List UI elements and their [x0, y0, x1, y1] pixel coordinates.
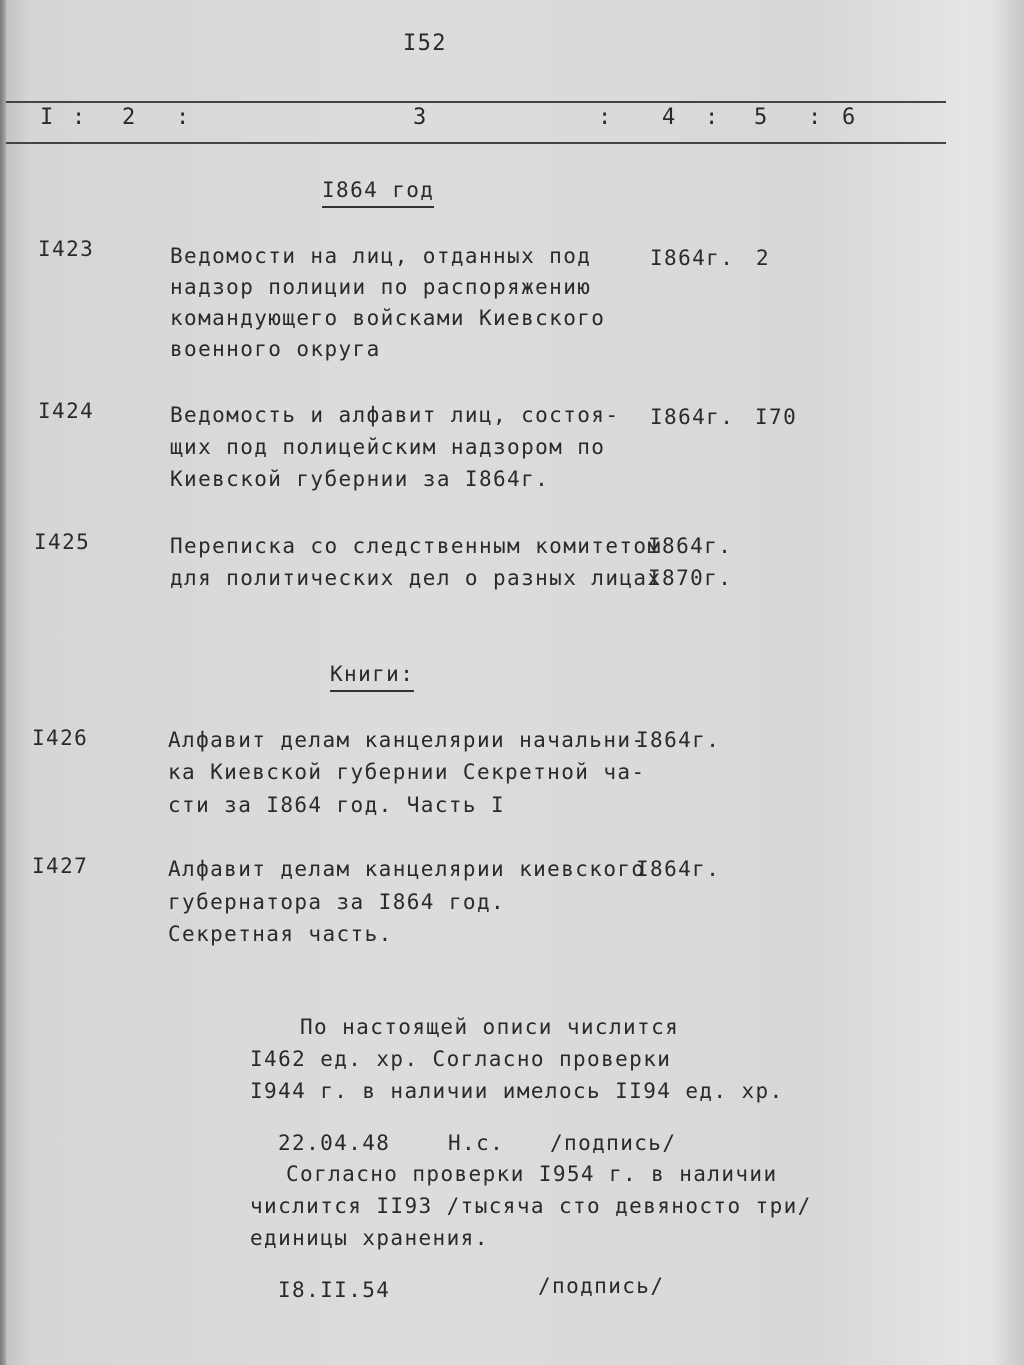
column-header-1: I: [40, 105, 55, 130]
entry-title-line: для политических дел о разных лицах: [170, 566, 662, 590]
verification-note-line: Согласно проверки I954 г. в наличии: [286, 1162, 778, 1186]
entry-date: I864г.: [650, 246, 735, 270]
verification-note-line: числится II93 /тысяча сто девяносто три/: [250, 1194, 812, 1218]
note-initials: Н.с.: [448, 1131, 505, 1155]
page-left-edge: [0, 0, 6, 1365]
entry-date: I864г.: [650, 405, 735, 429]
column-header-5: 5: [754, 105, 769, 130]
column-header-4: 4: [662, 105, 677, 130]
entry-title-line: военного округа: [170, 337, 381, 361]
inventory-note-line: I462 ед. хр. Согласно проверки: [250, 1047, 672, 1071]
entry-date: I864г.: [636, 857, 721, 881]
entry-title-line: Алфавит делам канцелярии киевского: [168, 857, 646, 881]
column-separator: :: [808, 105, 823, 130]
signature-mark: /подпись/: [538, 1274, 665, 1298]
entry-title-line: Ведомость и алфавит лиц, состоя-: [170, 403, 620, 427]
table-header-bottom-rule: [6, 142, 946, 144]
column-header-6: 6: [842, 105, 857, 130]
entry-title-line: Алфавит делам канцелярии начальни-: [168, 728, 646, 752]
entry-title-line: сти за I864 год. Часть I: [168, 793, 506, 817]
entry-title-line: Секретная часть.: [168, 922, 393, 946]
section-year-heading: I864 год: [322, 174, 434, 208]
section-books-heading: Книги:: [330, 658, 414, 692]
column-header-3: 3: [413, 105, 428, 130]
table-header-top-rule: [6, 101, 946, 103]
verification-note-line: единицы хранения.: [250, 1226, 489, 1250]
page-right-shadow: [944, 0, 1024, 1365]
page-number: I52: [403, 31, 447, 56]
entry-title-line: губернатора за I864 год.: [168, 890, 506, 914]
entry-sheets: I70: [755, 405, 798, 429]
entry-title-line: щих под полицейским надзором по: [170, 435, 606, 459]
entry-title-line: ка Киевской губернии Секретной ча-: [168, 760, 646, 784]
column-separator: :: [598, 105, 613, 130]
entry-number: I423: [38, 237, 95, 261]
note-date: I8.II.54: [278, 1278, 391, 1302]
entry-sheets: 2: [756, 246, 771, 270]
column-separator: :: [72, 105, 87, 130]
entry-title-line: Ведомости на лиц, отданных под: [170, 244, 592, 268]
inventory-note-line: I944 г. в наличии имелось II94 ед. хр.: [250, 1079, 784, 1103]
signature-mark: /подпись/: [550, 1131, 677, 1155]
note-date: 22.04.48: [278, 1131, 391, 1155]
entry-number: I426: [32, 726, 89, 750]
entry-title-line: надзор полиции по распоряжению: [170, 275, 592, 299]
entry-number: I427: [32, 854, 89, 878]
entry-date: I864г.: [636, 728, 721, 752]
entry-number: I424: [38, 399, 95, 423]
entry-date: I870г.: [648, 566, 733, 590]
entry-title-line: Киевской губернии за I864г.: [170, 467, 550, 491]
column-header-2: 2: [122, 105, 137, 130]
column-separator: :: [176, 105, 191, 130]
column-separator: :: [705, 105, 720, 130]
entry-title-line: командующего войсками Киевского: [170, 306, 606, 330]
inventory-note-line: По настоящей описи числится: [300, 1015, 680, 1039]
entry-title-line: Переписка со следственным комитетом: [170, 534, 662, 558]
entry-date: I864г.: [648, 534, 733, 558]
entry-number: I425: [34, 530, 91, 554]
